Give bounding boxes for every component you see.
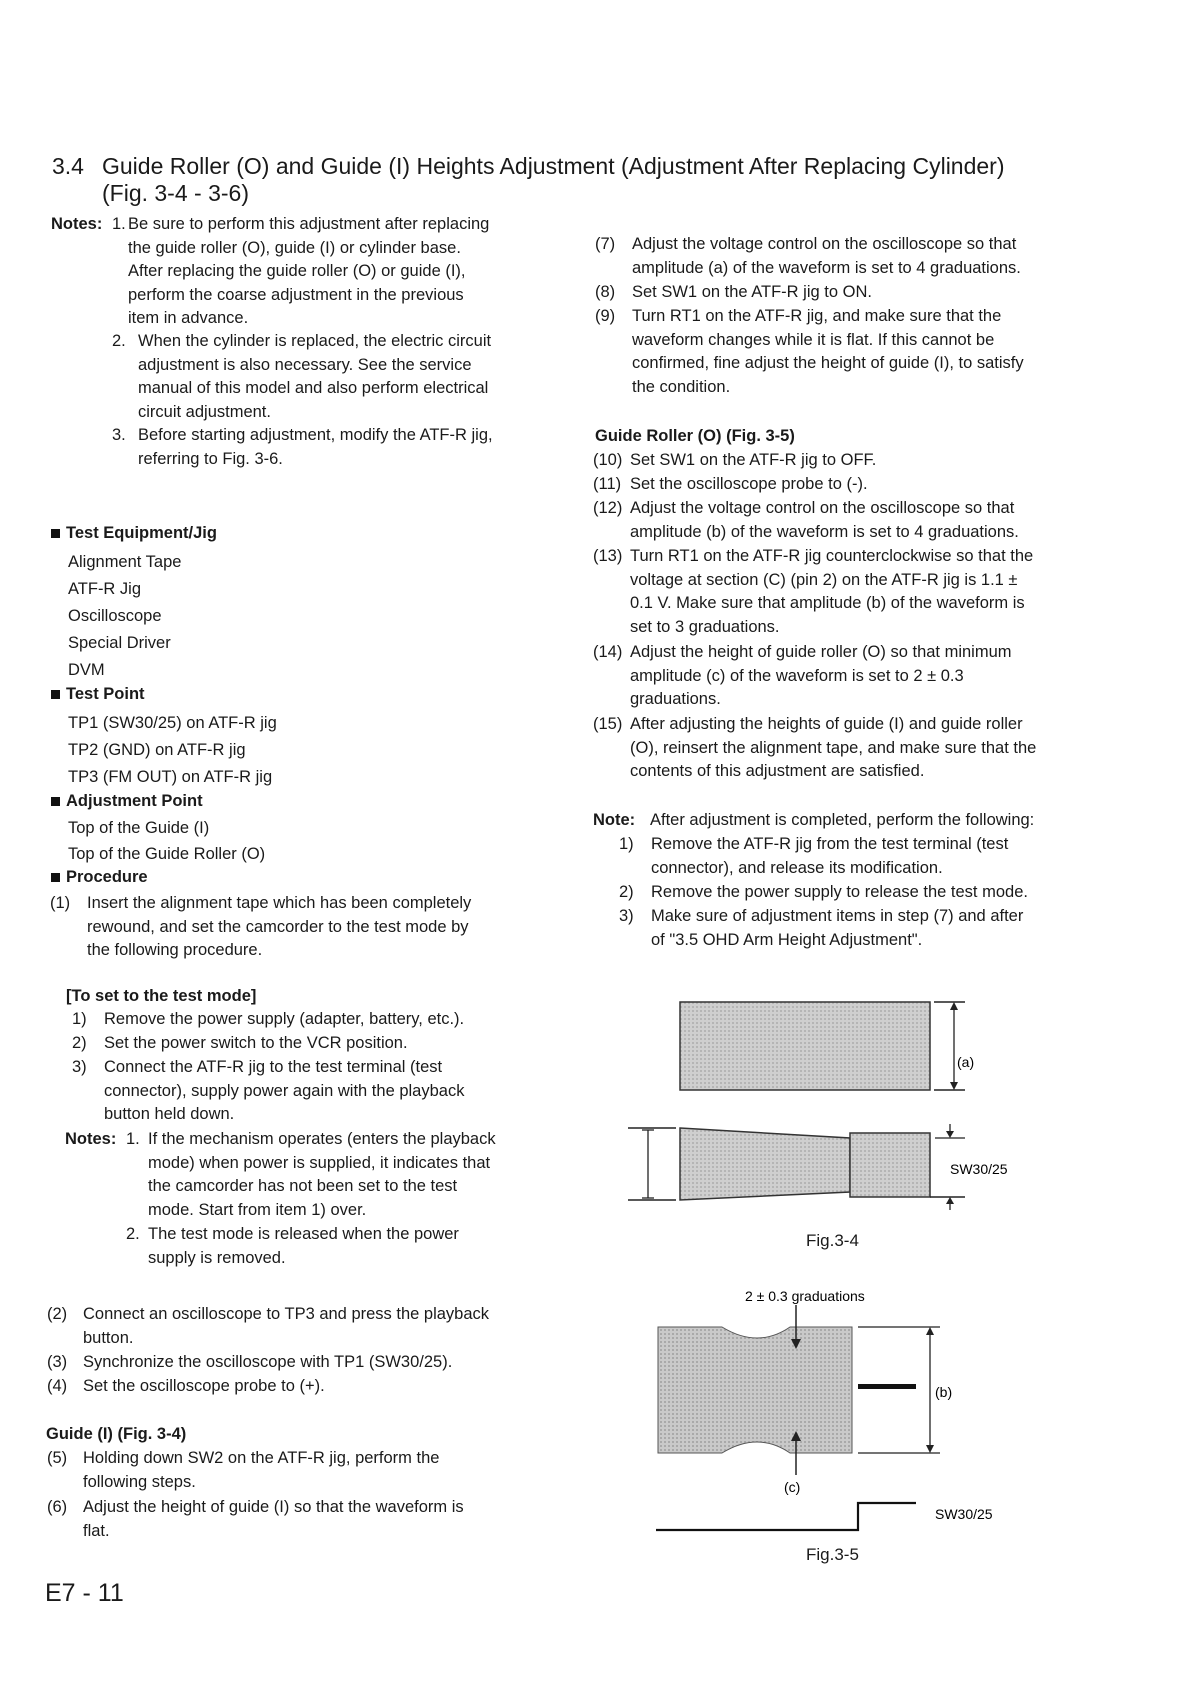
arrow-down-icon (926, 1445, 934, 1453)
note-number: 3. (112, 426, 126, 444)
step-line: confirmed, fine adjust the height of guide (I), to satisfy (632, 354, 1024, 372)
list-item: ATF-R Jig (68, 580, 142, 598)
step-line: set to 3 graduations. (630, 617, 780, 636)
step-line: Turn RT1 on the ATF-R jig, and make sure that the (632, 307, 1002, 325)
arrow-up-icon (946, 1197, 954, 1204)
note-line: Before starting adjustment, modify the ATF-R jig, (138, 426, 493, 444)
figure-3-5-caption: Fig.3-5 (806, 1545, 859, 1564)
note-line: When the cylinder is replaced, the electric circuit (138, 332, 492, 350)
note-line: mode. Start from item 1) over. (148, 1200, 367, 1219)
note-after-label: Note: (593, 811, 636, 829)
label-graduations: 2 ± 0.3 graduations (745, 1288, 865, 1304)
test-point-heading: Test Point (51, 683, 145, 707)
waveform-sw-section (850, 1133, 930, 1197)
item-line: of "3.5 OHD Arm Height Adjustment". (651, 930, 923, 949)
list-item: TP2 (GND) on ATF-R jig (68, 741, 246, 759)
note-number: 1. (112, 215, 126, 233)
step-line: Insert the alignment tape which has been completely (87, 894, 472, 912)
waveform-a-box (680, 1002, 930, 1090)
arrow-up-icon (926, 1327, 934, 1335)
square-bullet-icon (51, 797, 60, 806)
procedure-heading: Procedure (51, 866, 148, 890)
item-number: 3) (619, 907, 634, 925)
step-line: amplitude (a) of the waveform is set to 4 graduations. (632, 258, 1021, 277)
step-number: (11) (593, 475, 622, 493)
page-number: E7 - 11 (45, 1579, 124, 1607)
note-line: If the mechanism operates (enters the playback (148, 1130, 496, 1148)
adjustment-point-heading: Adjustment Point (51, 790, 203, 814)
label-sw3025: SW30/25 (935, 1506, 993, 1522)
figure-3-4 (620, 990, 1040, 1240)
step-line: Adjust the height of guide roller (O) so that minimum (630, 643, 1012, 661)
list-item: Top of the Guide Roller (O) (68, 845, 266, 863)
step-line: Synchronize the oscilloscope with TP1 (SW30/25). (83, 1353, 453, 1371)
adjustment-point-list (68, 815, 265, 867)
guide-i-heading: Guide (I) (Fig. 3-4) (46, 1425, 187, 1443)
list-item: DVM (68, 661, 105, 679)
step-line: following steps. (83, 1472, 196, 1491)
step-line: waveform changes while it is flat. If this cannot be (632, 330, 995, 349)
notes-label: Notes: (51, 215, 103, 233)
step-line: amplitude (b) of the waveform is set to 4 graduations. (630, 522, 1019, 541)
note-after-text: After adjustment is completed, perform the following: (650, 811, 1035, 829)
square-bullet-icon (51, 690, 60, 699)
step-line: (O), reinsert the alignment tape, and make sure that the (630, 738, 1037, 757)
step-line: Adjust the voltage control on the oscilloscope so that (630, 499, 1015, 517)
note-line: circuit adjustment. (138, 402, 271, 421)
section-title-line1: Guide Roller (O) and Guide (I) Heights Adjustment (Adjustment After Replacing Cylinder) (102, 153, 1005, 179)
step-line: flat. (83, 1521, 110, 1540)
note-line: adjustment is also necessary. See the service (138, 355, 472, 374)
sw-pulse (656, 1503, 916, 1530)
step-line: Adjust the voltage control on the oscilloscope so that (632, 235, 1017, 253)
step-number: (14) (593, 643, 623, 661)
step-number: (15) (593, 715, 623, 733)
note-line: The test mode is released when the power (148, 1225, 459, 1243)
section-number: 3.4 (52, 153, 84, 179)
item-line: Remove the ATF-R jig from the test terminal (test (651, 835, 1009, 853)
arrow-down-icon (950, 1082, 958, 1090)
note-number: 2. (126, 1225, 140, 1243)
step-line: Set SW1 on the ATF-R jig to OFF. (630, 451, 877, 469)
note-line: item in advance. (128, 309, 249, 327)
step-line: the following procedure. (87, 941, 263, 959)
step-line: the condition. (632, 377, 731, 396)
list-item: Alignment Tape (68, 553, 182, 571)
step-line: graduations. (630, 690, 721, 708)
step-number: (4) (47, 1377, 68, 1395)
test-point-list (68, 710, 277, 791)
step-line: Set SW1 on the ATF-R jig to ON. (632, 283, 872, 301)
item-line: Set the power switch to the VCR position. (104, 1034, 408, 1052)
item-number: 2) (72, 1034, 87, 1052)
step-number: (6) (47, 1498, 68, 1516)
step-line: Set the oscilloscope probe to (+). (83, 1377, 325, 1395)
step-number: (10) (593, 451, 623, 469)
step-number: (2) (47, 1305, 68, 1323)
label-c: (c) (784, 1479, 801, 1495)
label-sw3025: SW30/25 (950, 1161, 1008, 1177)
arrow-up-icon (950, 1002, 958, 1010)
note-line: After replacing the guide roller (O) or guide (I), (128, 262, 466, 280)
separator-bar (858, 1384, 916, 1389)
figure-3-5 (640, 1285, 1040, 1545)
item-line: Connect the ATF-R jig to the test terminal (test (104, 1058, 443, 1076)
item-line: Remove the power supply to release the test mode. (651, 883, 1028, 901)
note-line: the camcorder has not been set to the test (148, 1177, 458, 1195)
note-line: supply is removed. (148, 1248, 286, 1267)
step-line: contents of this adjustment are satisfied. (630, 762, 925, 780)
list-item: TP1 (SW30/25) on ATF-R jig (68, 714, 277, 732)
item-number: 1) (619, 835, 634, 853)
note-number: 2. (112, 332, 126, 350)
step-number: (1) (50, 894, 71, 912)
step-line: 0.1 V. Make sure that amplitude (b) of the waveform is (630, 594, 1025, 612)
waveform-notched (658, 1327, 852, 1453)
step-number: (7) (595, 235, 616, 253)
section-title-line2: (Fig. 3-4 - 3-6) (102, 180, 249, 206)
label-b: (b) (935, 1384, 953, 1400)
note-line: referring to Fig. 3-6. (138, 449, 283, 468)
step-number: (5) (47, 1449, 68, 1467)
label-a: (a) (957, 1054, 975, 1070)
step-number: (8) (595, 283, 616, 301)
step-line: After adjusting the heights of guide (I) and guide roller (630, 715, 1023, 733)
test-mode-notes-label: Notes: (65, 1130, 117, 1148)
test-equipment-list (68, 549, 181, 684)
item-number: 2) (619, 883, 634, 901)
note-number: 1. (126, 1130, 140, 1148)
list-item: TP3 (FM OUT) on ATF-R jig (68, 768, 273, 786)
item-line: Make sure of adjustment items in step (7) and after (651, 907, 1024, 925)
left-column (0, 0, 580, 1684)
list-item: Top of the Guide (I) (68, 819, 210, 837)
square-bullet-icon (51, 873, 60, 882)
item-line: connector), and release its modification. (651, 858, 943, 877)
note-line: the guide roller (O), guide (I) or cylinder base. (128, 238, 461, 257)
waveform-tapered (680, 1128, 850, 1200)
note-line: perform the coarse adjustment in the previous (128, 285, 464, 304)
step-line: button. (83, 1328, 134, 1347)
figure-3-4-caption: Fig.3-4 (806, 1231, 859, 1250)
step-line: Turn RT1 on the ATF-R jig counterclockwise so that the (630, 547, 1034, 565)
note-line: Be sure to perform this adjustment after replacing (128, 215, 490, 233)
item-number: 1) (72, 1010, 87, 1028)
step-line: Connect an oscilloscope to TP3 and press the playback (83, 1305, 490, 1323)
step-number: (3) (47, 1353, 68, 1371)
step-line: Holding down SW2 on the ATF-R jig, perform the (83, 1449, 440, 1467)
note-line: manual of this model and also perform electrical (138, 379, 489, 397)
list-item: Special Driver (68, 634, 171, 652)
step-number: (12) (593, 499, 623, 517)
list-item: Oscilloscope (68, 607, 162, 625)
item-line: Remove the power supply (adapter, battery, etc.). (104, 1010, 465, 1028)
step-line: amplitude (c) of the waveform is set to 2 ± 0.3 (630, 666, 964, 685)
item-line: button held down. (104, 1105, 235, 1123)
step-number: (9) (595, 307, 616, 325)
step-line: Set the oscilloscope probe to (-). (630, 475, 868, 493)
test-equipment-heading: Test Equipment/Jig (51, 522, 217, 546)
item-line: connector), supply power again with the playback (104, 1081, 465, 1100)
square-bullet-icon (51, 529, 60, 538)
guide-roller-o-heading: Guide Roller (O) (Fig. 3-5) (595, 427, 795, 445)
step-number: (13) (593, 547, 623, 565)
note-line: mode) when power is supplied, it indicates that (148, 1153, 491, 1172)
step-line: voltage at section (C) (pin 2) on the ATF-R jig is 1.1 ± (630, 570, 1018, 589)
step-line: Adjust the height of guide (I) so that the waveform is (83, 1498, 464, 1516)
item-number: 3) (72, 1058, 87, 1076)
arrow-down-icon (946, 1131, 954, 1138)
test-mode-heading: [To set to the test mode] (66, 987, 257, 1005)
step-line: rewound, and set the camcorder to the test mode by (87, 917, 469, 936)
